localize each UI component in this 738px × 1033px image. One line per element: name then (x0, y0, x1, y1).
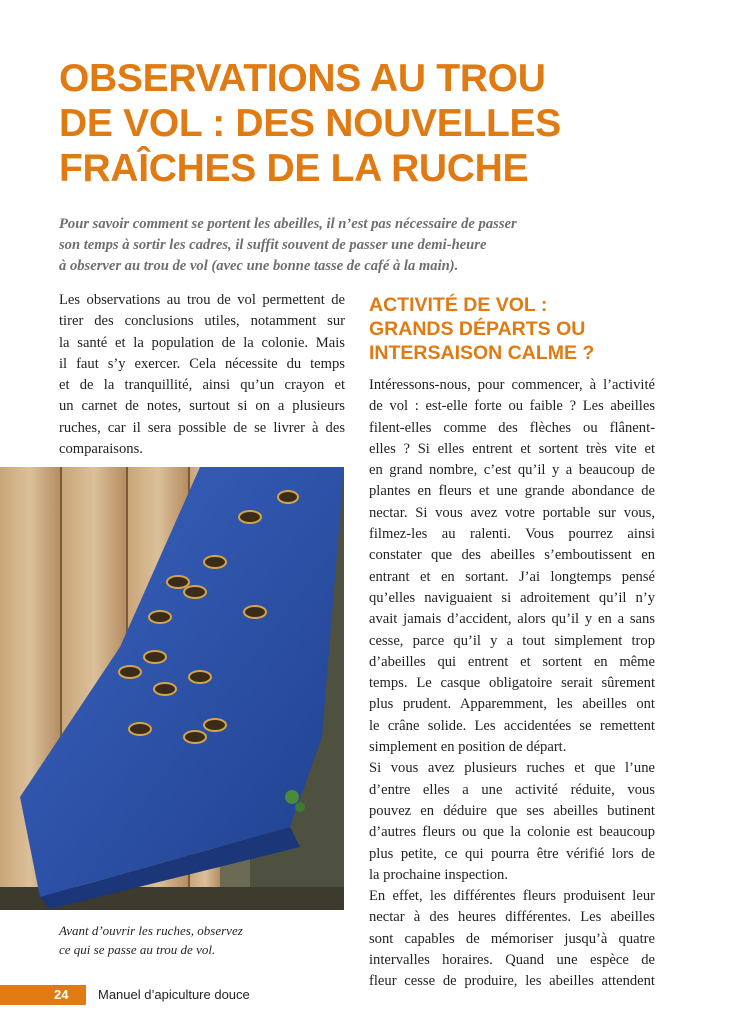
text-line: Les observations au trou de vol permettent de (59, 292, 345, 308)
text-line: nectar à des heures différentes. Les abeilles (369, 909, 655, 926)
hive-photo-illustration (0, 467, 344, 910)
text-line: Intéressons-nous, pour commencer, à l’activité (369, 377, 655, 393)
text-line: pouvez en déduire que ses abeilles butinent (369, 802, 655, 819)
heading-line: ACTIVITÉ DE VOL : (369, 294, 548, 316)
text-line: filmez-les au ralenti. Vous pourrez ainsi (369, 526, 655, 543)
intro-paragraph (59, 214, 639, 277)
text-line: Si vous avez plusieurs ruches et que l’une (369, 760, 655, 777)
text-line: avait jamais d’accident, alors qu’il y en a sans (369, 611, 655, 628)
hive-entrance-photo (0, 467, 344, 910)
left-column-text (59, 290, 345, 460)
text-line: simplement en position de départ. (369, 739, 567, 756)
text-line: constater que des abeilles s’emboutissent en (369, 547, 655, 564)
text-line: filent-elles comme des flèches ou flânent- (369, 419, 655, 436)
text-line: plus petite, ce qui pourra être vérifié lors de (369, 845, 655, 862)
text-line: d’abeilles qui entrent et sortent en même (369, 653, 655, 670)
text-line: plantes en fleurs et une grande abondance de (369, 483, 655, 500)
text-line: temps. Le casque obligatoire serait sûrement (369, 675, 655, 692)
photo-caption (59, 921, 329, 959)
caption-line: Avant d’ouvrir les ruches, observez (59, 923, 243, 938)
text-line: et de la tranquillité, ainsi qu’un crayon et (59, 377, 345, 394)
right-column-text (369, 375, 655, 993)
text-line: elles ? Si elles entrent et sortent très vite et (369, 440, 655, 457)
text-line: de vol : est-elle forte ou faible ? Les abeilles (369, 398, 655, 415)
text-line: il faut s’y exercer. Cela nécessite du temps (59, 355, 345, 372)
intro-line: à observer au trou de vol (avec une bonne tasse de café à la main). (59, 258, 459, 274)
text-line: ruches, car il sera possible de se livrer à des (59, 419, 345, 436)
text-line: cesse, parce qu’il y a tout simplement trop (369, 632, 655, 649)
text-line: plus prudent. Apparemment, les abeilles ont (369, 696, 655, 713)
text-line: le crâne solide. Les accidentées se remettent (369, 717, 655, 734)
text-line: nectar. Si vous avez votre portable sur vous, (369, 504, 655, 521)
text-line: qu’elles naviguaient si adroitement qu’il n’y (369, 589, 655, 606)
text-line: la santé et la population de la colonie. Mais (59, 334, 345, 351)
text-line: comparaisons. (59, 441, 143, 458)
text-line: d’autres fleurs ou que la colonie est beaucoup (369, 824, 655, 841)
text-line: sont capables de mémoriser jusqu’à quatre (369, 930, 655, 947)
section-heading (369, 293, 669, 365)
running-footer-title: Manuel d’apiculture douce (98, 987, 250, 1002)
title-line: FRAÎCHES DE LA RUCHE (59, 147, 529, 190)
heading-line: INTERSAISON CALME ? (369, 342, 595, 364)
text-line: en grand nombre, c’est qu’il y a beaucoup de (369, 462, 655, 479)
text-line: un carnet de notes, surtout si on a plusieurs (59, 398, 345, 415)
text-line: fleur cesse de produire, les abeilles attendent (369, 973, 655, 990)
text-line: d’entre elles a une activité réduite, vous (369, 781, 655, 798)
intro-line: son temps à sortir les cadres, il suffit souvent de passer une demi-heure (59, 237, 487, 253)
heading-line: GRANDS DÉPARTS OU (369, 318, 586, 340)
text-line: intervalles horaires. Quand une espèce de (369, 952, 655, 969)
text-line: entrant et en sortant. J’ai longtemps pensé (369, 568, 655, 585)
title-line: OBSERVATIONS AU TROU (59, 57, 546, 100)
page-number: 24 (54, 987, 69, 1002)
caption-line: ce qui se passe au trou de vol. (59, 942, 216, 957)
intro-line: Pour savoir comment se portent les abeilles, il n’est pas nécessaire de passer (59, 216, 517, 232)
text-line: En effet, les différentes fleurs produisent leur (369, 888, 655, 905)
text-line: tirer des conclusions utiles, notamment sur (59, 313, 345, 330)
text-line: la prochaine inspection. (369, 866, 508, 883)
article-title (59, 56, 619, 191)
title-line: DE VOL : DES NOUVELLES (59, 102, 561, 145)
